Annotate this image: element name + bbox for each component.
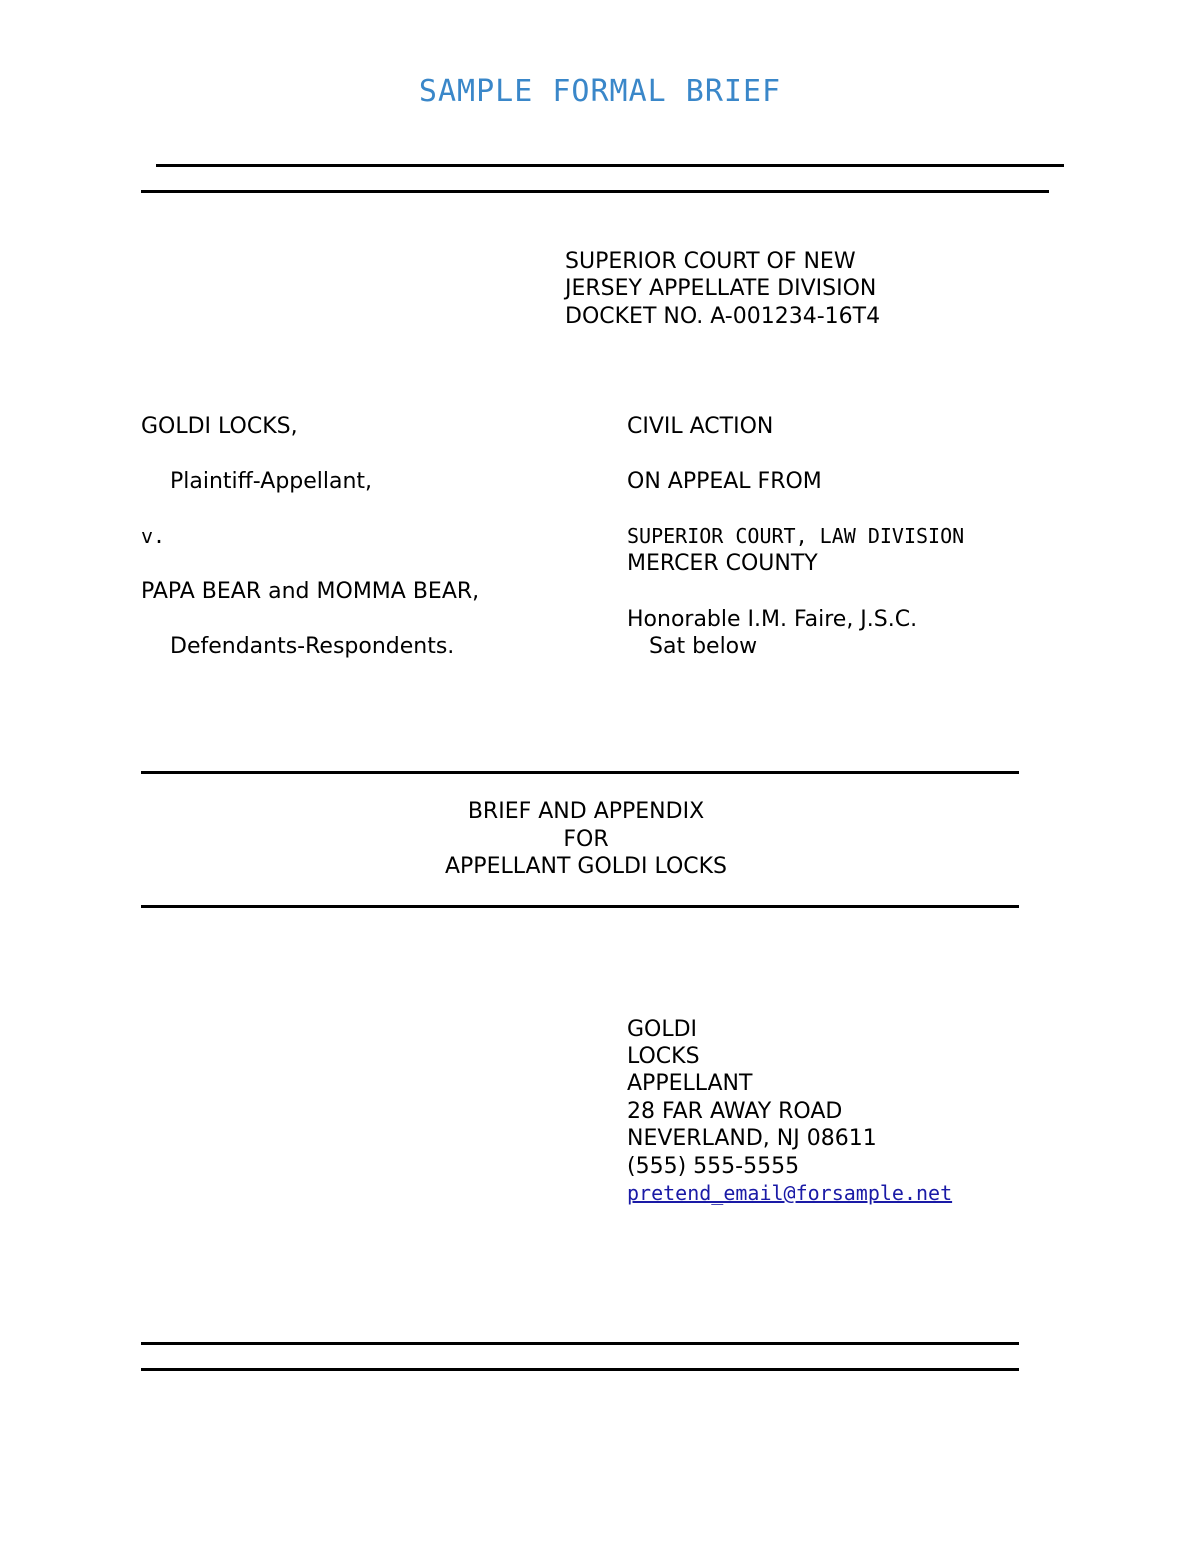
county: MERCER COUNTY [627, 551, 818, 576]
contact-phone: (555) 555-5555 [627, 1154, 800, 1179]
defendants-name: PAPA BEAR and MOMMA BEAR, [141, 579, 480, 604]
defendants-role: Defendants-Respondents. [170, 634, 455, 659]
on-appeal-from: ON APPEAL FROM [627, 469, 822, 494]
judge: Honorable I.M. Faire, J.S.C. [627, 607, 918, 632]
court-line-2: JERSEY APPELLATE DIVISION [565, 276, 877, 301]
bottom-rule-1 [141, 1342, 1019, 1345]
brief-heading-line-3: APPELLANT GOLDI LOCKS [444, 854, 728, 879]
court-line-1: SUPERIOR COURT OF NEW [565, 249, 856, 274]
contact-line-2: LOCKS [627, 1044, 700, 1069]
top-rule-1 [156, 164, 1064, 167]
plaintiff-name: GOLDI LOCKS, [141, 414, 298, 439]
versus: v. [141, 524, 166, 548]
contact-address: 28 FAR AWAY ROAD [627, 1099, 843, 1124]
brief-heading-line-1: BRIEF AND APPENDIX [467, 799, 705, 824]
brief-rule-top [141, 771, 1019, 774]
document-title: SAMPLE FORMAL BRIEF [418, 74, 782, 109]
civil-action: CIVIL ACTION [627, 414, 774, 439]
contact-city: NEVERLAND, NJ 08611 [627, 1126, 877, 1151]
bottom-rule-2 [141, 1368, 1019, 1371]
docket-number: DOCKET NO. A-001234-16T4 [565, 304, 881, 329]
top-rule-2 [141, 190, 1049, 193]
lower-court: SUPERIOR COURT, LAW DIVISION [627, 524, 965, 548]
judge-note: Sat below [649, 634, 758, 659]
contact-email-link[interactable]: pretend_email@forsample.net [627, 1181, 953, 1205]
plaintiff-role: Plaintiff-Appellant, [170, 469, 373, 494]
brief-heading-line-2: FOR [563, 827, 609, 852]
contact-line-1: GOLDI [627, 1017, 698, 1042]
brief-rule-bottom [141, 905, 1019, 908]
contact-line-3: APPELLANT [627, 1071, 753, 1096]
